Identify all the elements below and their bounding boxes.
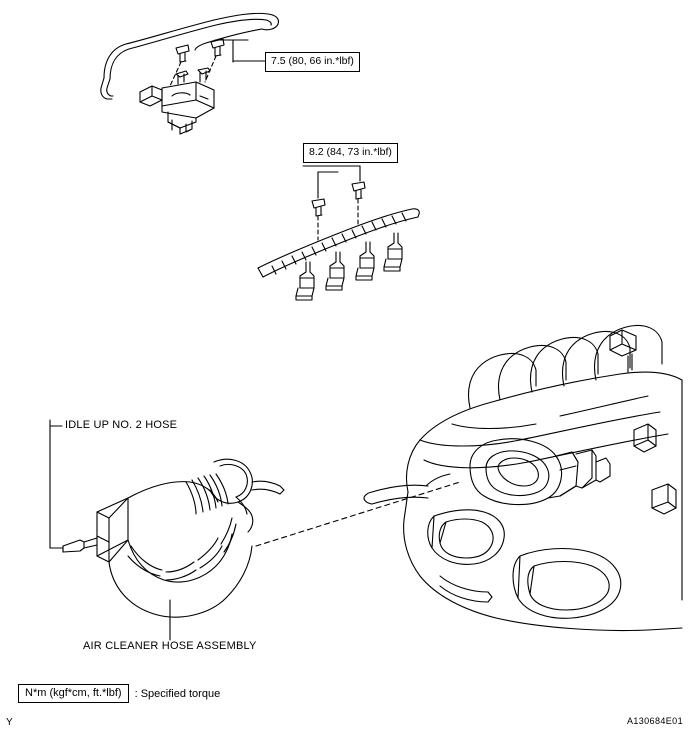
torque-legend-description: : Specified torque (134, 687, 221, 700)
page-corner-mark: Y (6, 717, 13, 728)
label-air-cleaner-hose-assembly: AIR CLEANER HOSE ASSEMBLY (83, 640, 257, 652)
label-idle-up-no2-hose: IDLE UP NO. 2 HOSE (65, 419, 178, 431)
figure-code: A130684E01 (626, 716, 683, 726)
torque-legend (18, 684, 220, 703)
torque-callout-7-5: 7.5 (80, 66 in.*lbf) (265, 52, 360, 72)
torque-callout-8-2: 8.2 (84, 73 in.*lbf) (303, 143, 398, 163)
torque-unit-box: N*m (kgf*cm, ft.*lbf) (18, 684, 129, 703)
